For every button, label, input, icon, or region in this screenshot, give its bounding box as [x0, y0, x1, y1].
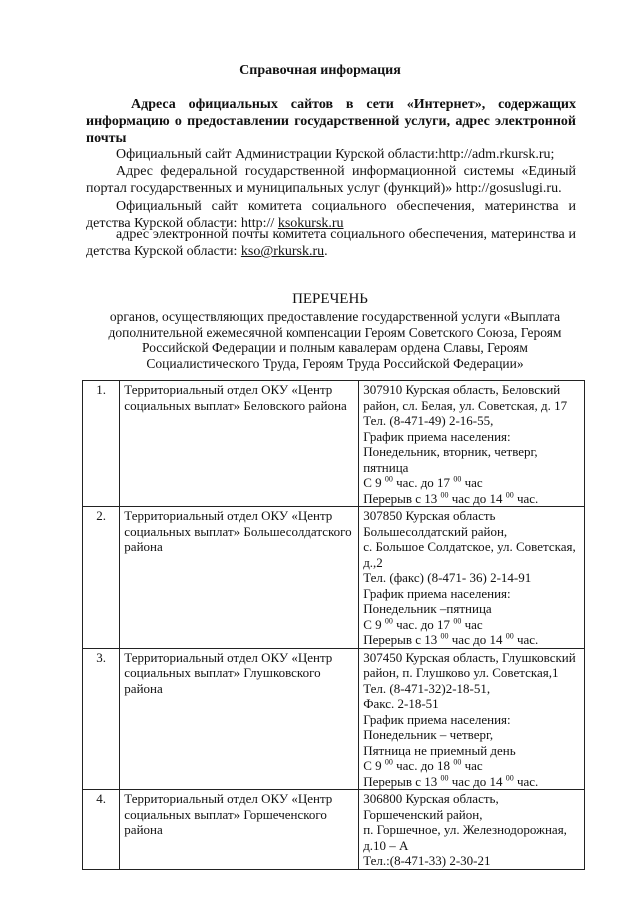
address-line: Понедельник –пятница — [363, 601, 492, 616]
office-address — [359, 507, 585, 649]
hours-text: час до 14 — [448, 490, 506, 506]
address-line: График приема населения: — [363, 711, 511, 727]
address-line: с. Большое Солдатское, ул. Советская, д.,2 — [363, 539, 576, 570]
minutes-superscript: 00 — [440, 631, 449, 641]
address-line: График приема населения: — [363, 428, 511, 444]
row-number: 4. — [83, 790, 120, 870]
office-name: Территориальный отдел ОКУ «Центр социальных выплат» Глушковского района — [120, 648, 359, 790]
hours-text: час. до 18 — [392, 758, 454, 773]
email-paragraph — [86, 226, 576, 260]
hours-text: час до 14 — [448, 773, 506, 789]
break-hours-line — [363, 491, 580, 507]
address-line: Понедельник – четверг, — [363, 727, 494, 742]
offices-table — [82, 380, 585, 870]
hours-text: час до 14 — [448, 632, 506, 647]
row-number: 3. — [83, 648, 120, 790]
office-address — [359, 790, 585, 870]
address-line: Понедельник, вторник, четверг, пятница — [363, 444, 538, 475]
break-hours-line — [363, 774, 580, 790]
working-hours-line — [363, 758, 580, 774]
office-address — [359, 381, 585, 507]
address-line: 307850 Курская область Большесолдатский район, — [363, 508, 508, 539]
table-row — [83, 648, 585, 790]
hours-text: час — [461, 758, 483, 773]
minutes-superscript: 00 — [453, 757, 462, 767]
minutes-superscript: 00 — [505, 773, 514, 783]
address-line: Тел. (факс) (8-471- 36) 2-14-91 — [363, 570, 532, 585]
page-heading: Справочная информация — [239, 63, 401, 78]
list-title: ПЕРЕЧЕНЬ — [292, 291, 368, 307]
office-name: Территориальный отдел ОКУ «Центр социальных выплат» Беловского района — [120, 381, 359, 507]
hours-text: Перерыв с 13 — [363, 632, 441, 647]
hours-text: час. — [513, 773, 539, 789]
address-line: Тел. (8-471-49) 2-16-55, — [363, 413, 494, 428]
table-row — [83, 790, 585, 870]
hours-text: час. — [513, 632, 539, 647]
working-hours-line — [363, 475, 580, 491]
minutes-superscript: 00 — [505, 490, 514, 500]
table-row — [83, 381, 585, 507]
address-line: п. Горшечное, ул. Железнодорожная, д.10 – А — [363, 822, 567, 853]
minutes-superscript: 00 — [440, 490, 449, 500]
office-name: Территориальный отдел ОКУ «Центр социальных выплат» Большесолдатского района — [120, 507, 359, 649]
hours-text: час. до 17 — [392, 616, 454, 632]
hours-text: час — [461, 475, 483, 490]
minutes-superscript: 00 — [384, 474, 393, 484]
minutes-superscript: 00 — [440, 773, 449, 783]
hours-text: час. — [513, 490, 539, 506]
working-hours-line — [363, 617, 580, 633]
minutes-superscript: 00 — [384, 757, 393, 767]
hours-text: Перерыв с 13 — [363, 490, 441, 506]
row-number: 2. — [83, 507, 120, 649]
hours-text: С 9 — [363, 616, 385, 632]
minutes-superscript: 00 — [505, 631, 514, 641]
email-link[interactable]: kso@rkursk.ru — [240, 244, 325, 259]
office-name: Территориальный отдел ОКУ «Центр социальных выплат» Горшеченского района — [120, 790, 359, 870]
hours-text: час. до 17 — [392, 475, 454, 490]
hours-text: Перерыв с 13 — [363, 773, 441, 789]
address-line: Факс. 2-18-51 — [363, 696, 439, 711]
minutes-superscript: 00 — [453, 616, 462, 626]
email-end: . — [324, 244, 328, 259]
list-subtitle: органов, осуществляющих предоставление государственной услуги «Выплата дополнительной ежемесячной компенсации Героям Советского Союза, Героям Российской Федерации и полным кавалерам ордена Славы, Героям Социалистического Труда, Героям Труда Российской Федерации» — [108, 309, 562, 371]
minutes-superscript: 00 — [453, 474, 462, 484]
address-line: 307910 Курская область, Беловский район, сл. Белая, ул. Советская, д. 17 — [363, 382, 568, 413]
email-text: адрес электронной почты комитета социального обеспечения, материнства и детства Курской области: — [86, 227, 576, 259]
address-line: Тел.:(8-471-33) 2-30-21 — [363, 853, 491, 868]
hours-text: час — [461, 616, 483, 632]
table-row — [83, 507, 585, 649]
office-address — [359, 648, 585, 790]
address-line: 307450 Курская область, Глушковский район, п. Глушково ул. Советская,1 — [363, 649, 576, 680]
hours-text: С 9 — [363, 475, 385, 490]
address-line: 306800 Курская область, — [363, 791, 499, 806]
address-line: Горшеченский район, — [363, 806, 483, 822]
committee-site-text: Официальный сайт комитета социального обеспечения, материнства и детства Курской области: http:// — [86, 199, 576, 231]
committee-site-link[interactable]: ksokursk.ru — [277, 216, 344, 231]
break-hours-line — [363, 632, 580, 648]
websites-heading: Адреса официальных сайтов в сети «Интернет», содержащих информацию о предоставлении государственной услуги, адрес электронной почты — [86, 97, 576, 146]
hours-text: С 9 — [363, 758, 385, 773]
address-line: Тел. (8-471-32)2-18-51, — [363, 680, 491, 696]
portal-paragraph: Адрес федеральной государственной информационной системы «Единый портал государственных и муниципальных услуг (функций)» http://gosuslugi.ru. — [86, 164, 576, 196]
address-line: Пятница не приемный день — [363, 742, 516, 758]
address-line: График приема населения: — [363, 585, 511, 601]
admin-site-paragraph: Официальный сайт Администрации Курской области:http://adm.rkursk.ru; — [116, 147, 555, 162]
minutes-superscript: 00 — [384, 616, 393, 626]
row-number: 1. — [83, 381, 120, 507]
